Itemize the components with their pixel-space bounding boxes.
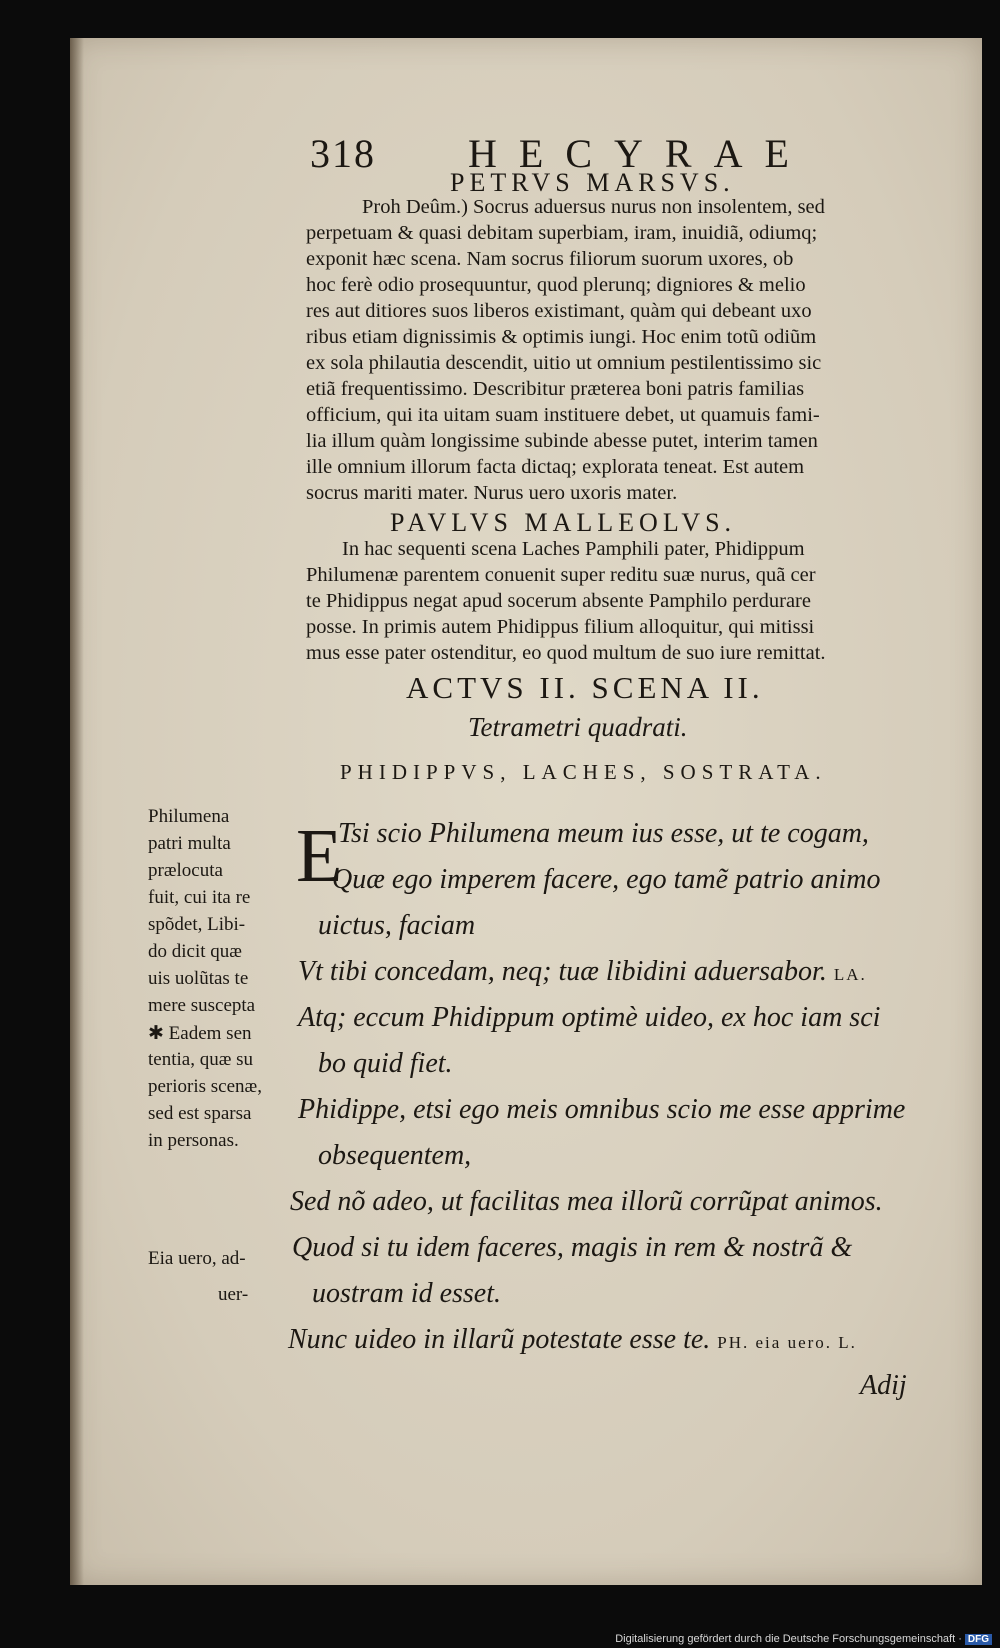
verse-line: Tsi scio Philumena meum ius esse, ut te cogam, bbox=[338, 818, 869, 849]
margin-gloss-line: prælocuta bbox=[148, 860, 223, 881]
prose-line: ille omnium illorum facta dictaq; explorata teneat. Est autem bbox=[306, 456, 805, 478]
verse-line: obsequentem, bbox=[318, 1140, 472, 1171]
section-heading-paulus: PAVLVS MALLEOLVS. bbox=[390, 508, 737, 537]
verse-line: uostram id esset. bbox=[312, 1278, 501, 1309]
catchword: Adij bbox=[860, 1370, 907, 1401]
margin-gloss-line: sed est sparsa bbox=[148, 1103, 252, 1124]
verse-line bbox=[298, 956, 867, 988]
prose-line: te Phidippus negat apud socerum absente Pamphilo perdurare bbox=[306, 590, 811, 612]
speaker-mark: LA. bbox=[833, 965, 867, 984]
margin-gloss-line: in personas. bbox=[148, 1130, 239, 1151]
verse-line: Phidippe, etsi ego meis omnibus scio me esse apprime bbox=[298, 1094, 906, 1125]
margin-gloss-line: uer- bbox=[218, 1284, 249, 1305]
margin-gloss-line: perioris scenæ, bbox=[148, 1076, 262, 1097]
funding-footer bbox=[615, 1633, 992, 1645]
verse-line: Quæ ego imperem facere, ego tamẽ patrio animo bbox=[332, 864, 881, 895]
prose-line: etiã frequentissimo. Describitur præterea boni patris familias bbox=[306, 378, 805, 400]
prose-line: Philumenæ parentem conuenit super reditu suæ nurus, quã cer bbox=[306, 564, 816, 586]
page-number: 318 bbox=[310, 131, 376, 176]
prose-line: ex sola philautia descendit, uitio ut omnium pestilentissimo sic bbox=[306, 352, 822, 374]
drop-initial: E bbox=[296, 814, 343, 898]
dfg-logo: DFG bbox=[965, 1634, 992, 1645]
margin-gloss-line: patri multa bbox=[148, 833, 231, 854]
prose-line: perpetuam & quasi debitam superbiam, iram, inuidiã, odiumq; bbox=[306, 222, 818, 244]
margin-gloss-line: tentia, quæ su bbox=[148, 1049, 254, 1070]
verse-line: uictus, faciam bbox=[318, 910, 476, 941]
verse-line: Quod si tu idem faceres, magis in rem & nostrã & bbox=[292, 1232, 853, 1263]
running-title: HECYRAE bbox=[468, 131, 811, 176]
verse-text: Nunc uideo in illarũ potestate esse te. bbox=[288, 1324, 711, 1355]
prose-line: Proh Deûm.) Socrus aduersus nurus non insolentem, sed bbox=[362, 196, 825, 218]
verse-line: Atq; eccum Phidippum optimè uideo, ex hoc iam sci bbox=[298, 1002, 881, 1033]
prose-line: exponit hæc scena. Nam socrus filiorum suorum uxores, ob bbox=[306, 248, 794, 270]
speaker-mark: PH. eia uero. L. bbox=[717, 1333, 857, 1352]
margin-gloss-line: Philumena bbox=[148, 806, 230, 827]
prose-line: posse. In primis autem Phidippus filium alloquitur, qui mitissi bbox=[306, 616, 815, 638]
verse-line: bo quid fiet. bbox=[318, 1048, 453, 1079]
footer-text: Digitalisierung gefördert durch die Deutsche Forschungsgemeinschaft · bbox=[615, 1633, 962, 1645]
margin-gloss-line: spõdet, Libi- bbox=[148, 914, 246, 935]
page-spine-shadow bbox=[70, 38, 84, 1585]
verse-line bbox=[288, 1324, 857, 1356]
prose-line: In hac sequenti scena Laches Pamphili pater, Phidippum bbox=[342, 538, 805, 560]
margin-gloss-line: Eia uero, ad- bbox=[148, 1248, 246, 1269]
section-heading-petrus: PETRVS MARSVS. bbox=[450, 168, 735, 197]
prose-line: mus esse pater ostenditur, eo quod multum de suo iure remittat. bbox=[306, 642, 826, 664]
act-scene-heading: ACTVS II. SCENA II. bbox=[406, 670, 764, 705]
verse-line: Sed nõ adeo, ut facilitas mea illorũ corrũpat animos. bbox=[290, 1186, 883, 1217]
prose-line: hoc ferè odio prosequuntur, quod plerunq; digniores & melio bbox=[306, 274, 806, 296]
verse-text: Vt tibi concedam, neq; tuæ libidini aduersabor. bbox=[298, 956, 827, 987]
speakers-heading: PHIDIPPVS, LACHES, SOSTRATA. bbox=[340, 760, 827, 784]
margin-gloss-line: uis uolũtas te bbox=[148, 968, 249, 989]
prose-line: socrus mariti mater. Nurus uero uxoris mater. bbox=[306, 482, 678, 504]
prose-line: ribus etiam dignissimis & optimis iungi. Hoc enim totũ odiũm bbox=[306, 326, 817, 348]
margin-gloss-line: ✱ Eadem sen bbox=[148, 1023, 252, 1044]
book-page bbox=[70, 38, 982, 1585]
prose-line: lia illum quàm longissime subinde abesse putet, interim tamen bbox=[306, 430, 818, 452]
meter-heading: Tetrametri quadrati. bbox=[468, 712, 688, 742]
prose-line: res aut ditiores suos liberos existimant, quàm qui debeant uxo bbox=[306, 300, 812, 322]
margin-gloss-line: do dicit quæ bbox=[148, 941, 242, 962]
margin-gloss-line: mere suscepta bbox=[148, 995, 256, 1016]
prose-line: officium, qui ita uitam suam instituere debet, ut quamuis fami- bbox=[306, 404, 820, 426]
margin-gloss-line: fuit, cui ita re bbox=[148, 887, 251, 908]
